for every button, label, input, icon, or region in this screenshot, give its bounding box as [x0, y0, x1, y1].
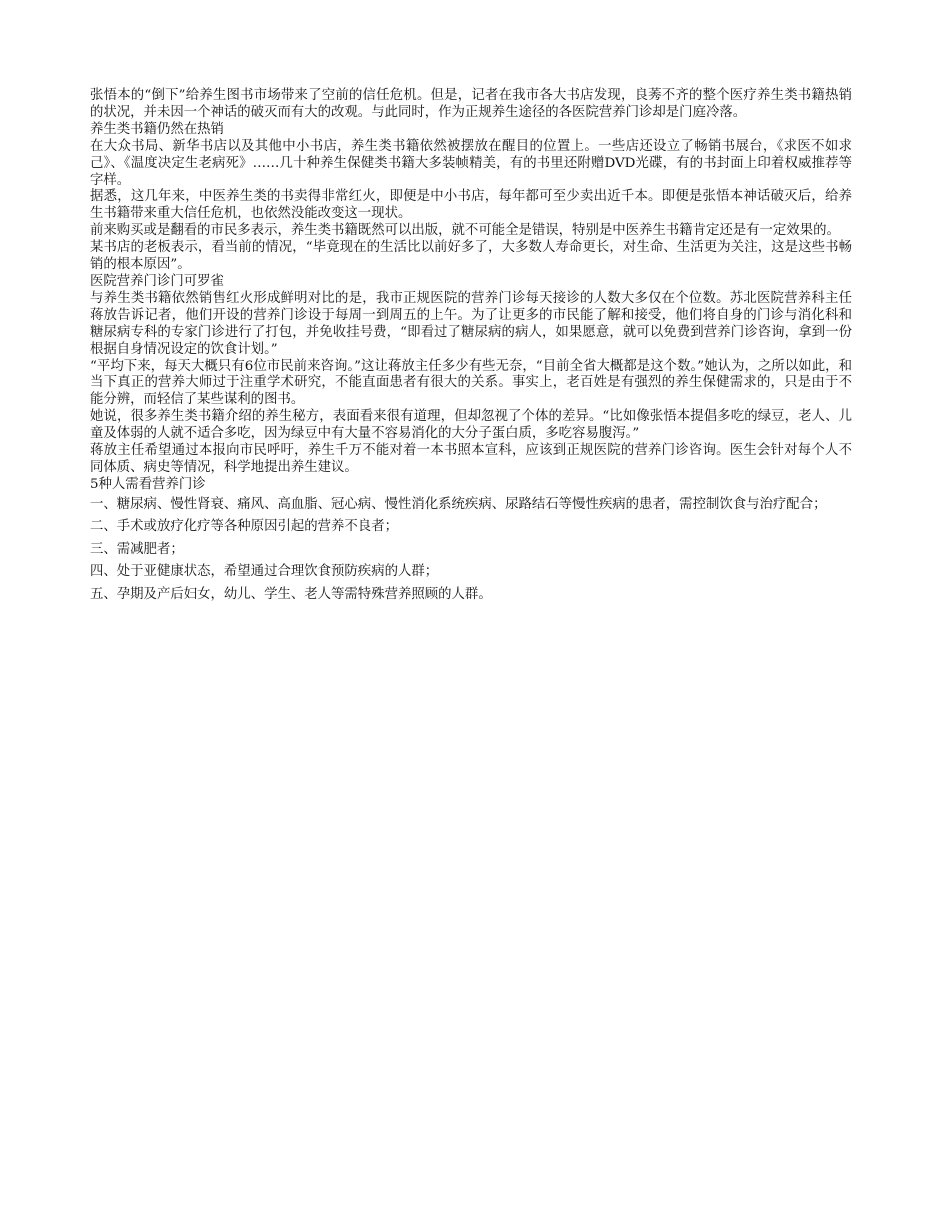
paragraph: 某书店的老板表示，看当前的情况，“毕竟现在的生活比以前好多了，大多数人寿命更长，对生命、生活更为关注，这是这些书畅销的根本原因”。 [90, 240, 852, 273]
list-item: 四、处于亚健康状态，希望通过合理饮食预防疾病的人群； [90, 564, 439, 580]
list-item: 一、糖尿病、慢性肾衰、痛风、高血脂、冠心病、慢性消化系统疾病、尿路结石等慢性疾病的患者，需控制饮食与治疗配合； [90, 496, 827, 512]
section-heading-five-groups: 5种人需看营养门诊 [90, 476, 206, 492]
paragraph: 前来购买或是翻看的市民多表示，养生类书籍既然可以出版，就不可能全是错误，特别是中医养生书籍肯定还是有一定效果的。 [90, 223, 840, 239]
section-heading-nutrition-clinic: 医院营养门诊门可罗雀 [90, 273, 224, 289]
paragraph: 与养生类书籍依然销售红火形成鲜明对比的是，我市正规医院的营养门诊每天接诊的人数大多仅在个位数。苏北医院营养科主任蒋放告诉记者，他们开设的营养门诊设于每周一到周五的上午。为了让更多的市民能了解和接受，他们将自身的门诊与消化科和糖尿病专科的专家门诊进行了打包，并免收挂号费，“即看过了糖尿病的病人，如果愿意，就可以免费到营养门诊咨询，拿到一份根据自身情况设定的饮食计划。” [90, 290, 852, 357]
list-item: 五、孕期及产后妇女，幼儿、学生、老人等需特殊营养照顾的人群。 [90, 586, 492, 602]
section-heading-bestselling-books: 养生类书籍仍然在热销 [90, 121, 224, 137]
paragraph: 她说，很多养生类书籍介绍的养生秘方，表面看来很有道理，但却忽视了个体的差异。“比如像张悟本提倡多吃的绿豆，老人、儿童及体弱的人就不适合多吃，因为绿豆中有大量不容易消化的大分子蛋白质，多吃容易腹泻。” [90, 409, 852, 442]
intro-paragraph: 张悟本的“倒下”给养生图书市场带来了空前的信任危机。但是，记者在我市各大书店发现，良莠不齐的整个医疗养生类书籍热销的状况，并未因一个神话的破灭而有大的改观。与此同时，作为正规养生途径的各医院营养门诊却是门庭冷落。 [90, 88, 852, 120]
paragraph: 在大众书局、新华书店以及其他中小书店，养生类书籍依然被摆放在醒目的位置上。一些店还设立了畅销书展台，《求医不如求己》、《温度决定生老病死》……几十种养生保健类书籍大多装帧精美，有的书里还附赠DVD光碟，有的书封面上印着权威推荐等字样。 [90, 138, 852, 188]
article [90, 88, 852, 608]
list-item: 二、手术或放疗化疗等各种原因引起的营养不良者； [90, 519, 398, 535]
paragraph: 据悉，这几年来，中医养生类的书卖得非常红火，即便是中小书店，每年都可至少卖出近千本。即便是张悟本神话破灭后，给养生书籍带来重大信任危机，也依然没能改变这一现状。 [90, 189, 852, 222]
five-groups-list [90, 496, 852, 605]
paragraph: 蒋放主任希望通过本报向市民呼吁，养生千万不能对着一本书照本宣科，应该到正规医院的营养门诊咨询。医生会针对每个人不同体质、病史等情况，科学地提出养生建议。 [90, 443, 852, 475]
list-item: 三、需减肥者； [90, 541, 184, 557]
paragraph: “平均下来，每天大概只有6位市民前来咨询。”这让蒋放主任多少有些无奈，“目前全省大概都是这个数。”她认为，之所以如此，和当下真正的营养大师过于注重学术研究，不能直面患者有很大的关系。事实上，老百姓是有强烈的养生保健需求的，只是由于不能分辨，而轻信了某些谋利的图书。 [90, 358, 852, 408]
